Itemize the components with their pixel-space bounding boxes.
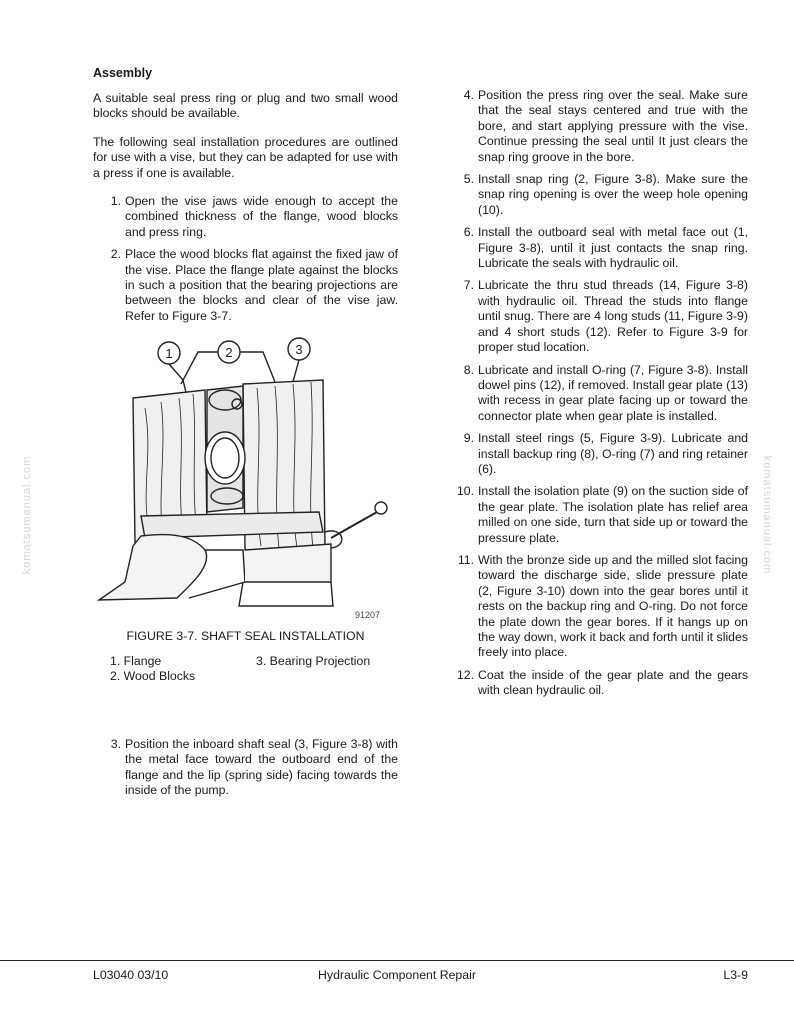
steps-list bbox=[448, 88, 748, 699]
figure-legend bbox=[110, 654, 400, 685]
step-number: 10. bbox=[456, 484, 474, 499]
step-item bbox=[448, 431, 748, 477]
figure-caption: FIGURE 3-7. SHAFT SEAL INSTALLATION bbox=[126, 629, 365, 643]
step-text: Position the press ring over the seal. Make sure that the seal stays centered and true with the bore, and start applying pressure with the vise. Continue pressing the seal until It just clears the snap ring groove in the bore. bbox=[478, 88, 748, 164]
figure-illustration bbox=[93, 336, 398, 626]
footer-title: Hydraulic Component Repair bbox=[318, 968, 476, 982]
leader-2b bbox=[240, 352, 275, 382]
step-number: 9. bbox=[463, 431, 474, 446]
step-item bbox=[93, 737, 398, 799]
step-text: Lubricate and install O-ring (7, Figure 3-8). Install dowel pins (12), if removed. Install gear plate (13) with recess in gear plate facing up or toward the connector plate when gear plate is installed. bbox=[478, 362, 748, 423]
paragraph: A suitable seal press ring or plug and two small wood blocks should be available. bbox=[93, 91, 398, 121]
step-number: 1. bbox=[110, 194, 121, 209]
step-item bbox=[93, 247, 398, 324]
watermark-left: komatsumanual.com bbox=[21, 455, 33, 575]
step-item bbox=[448, 668, 748, 699]
step-text: Install the outboard seal with metal face out (1, Figure 3-8), until it just contacts the snap ring. Lubricate the seals with hydraulic oil. bbox=[478, 225, 748, 271]
step-number: 11. bbox=[457, 552, 474, 567]
vise-handle-knob bbox=[375, 502, 387, 514]
step-text: With the bronze side up and the milled slot facing toward the discharge side, slide pressure plate (2, Figure 3-10) down into the gear bores until it rests on the backup ring and O-ring. Do not force the plate down the gear bores. If it hangs up on the way down, work it back and forth until it slides freely into place. bbox=[478, 552, 748, 660]
step-text: Install steel rings (5, Figure 3-9). Lubricate and install backup ring (8), O-ring (7) and ring retainer (6). bbox=[478, 431, 748, 476]
callout-label-3: 3 bbox=[295, 342, 303, 357]
left-column bbox=[93, 66, 398, 331]
step-number: 8. bbox=[463, 362, 474, 377]
step-text: Install snap ring (2, Figure 3-8). Make sure the snap ring opening is over the weep hole opening (10). bbox=[478, 172, 748, 217]
step-item bbox=[448, 553, 748, 661]
step-text: Coat the inside of the gear plate and the gears with clean hydraulic oil. bbox=[478, 667, 748, 698]
figure-code: 91207 bbox=[355, 610, 381, 620]
step-item bbox=[93, 194, 398, 240]
step-number: 4. bbox=[463, 88, 474, 102]
watermark-right: komatsumanual.com bbox=[761, 455, 773, 575]
step-item bbox=[448, 278, 748, 355]
paragraph: The following seal installation procedures are outlined for use with a vise, but they can be adapted for use with a press if one is available. bbox=[93, 134, 398, 180]
step-number: 12. bbox=[456, 667, 474, 682]
steps-list bbox=[93, 194, 398, 324]
step-text: Open the vise jaws wide enough to accept the combined thickness of the flange, wood blocks and press ring. bbox=[125, 194, 398, 239]
step-number: 5. bbox=[463, 172, 474, 187]
leader-2a bbox=[181, 352, 218, 384]
legend-item: 1. Flange bbox=[110, 654, 162, 668]
step-item bbox=[448, 363, 748, 425]
vise-drawing bbox=[93, 336, 398, 626]
step-text: Lubricate the thru stud threads (14, Figure 3-8) with hydraulic oil. Thread the studs into flange until snug. There are 4 long studs (11, Figure 3-9) and 4 short studs (12). Refer to Figure 3-9 for proper stud location. bbox=[478, 278, 748, 355]
step-number: 6. bbox=[463, 225, 474, 240]
footer-doc-code: L03040 03/10 bbox=[93, 968, 169, 982]
legend-item: 2. Wood Blocks bbox=[110, 669, 196, 684]
step-item bbox=[448, 172, 748, 218]
callout-label-1: 1 bbox=[165, 346, 173, 361]
step-item bbox=[448, 484, 748, 546]
step-text: Place the wood blocks flat against the fixed jaw of the vise. Place the flange plate against the blocks in such a position that the bearing projections are between the blocks and clear of the vise jaw. Refer to Figure 3-7. bbox=[125, 247, 398, 323]
step-3 bbox=[93, 737, 398, 806]
step-number: 3. bbox=[110, 737, 121, 751]
step-item bbox=[448, 225, 748, 271]
step-item bbox=[448, 88, 748, 165]
legend-item: 3. Bearing Projection bbox=[256, 654, 371, 668]
section-heading: Assembly bbox=[93, 66, 153, 80]
right-column bbox=[448, 88, 748, 706]
step-text: Install the isolation plate (9) on the suction side of the gear plate. The isolation plate has relief area milled on one side, turn that side up or toward the pressure plate. bbox=[478, 484, 748, 545]
step-number: 2. bbox=[110, 247, 121, 262]
step-number: 7. bbox=[463, 278, 474, 293]
vise-body bbox=[99, 535, 207, 600]
callout-label-2: 2 bbox=[225, 345, 233, 360]
footer-page-number: L3-9 bbox=[723, 968, 748, 982]
footer-divider bbox=[0, 960, 794, 961]
step-text: Position the inboard shaft seal (3, Figure 3-8) with the metal face toward the outboard end of the flange and the lip (spring side) facing towards the inside of the pump. bbox=[125, 737, 398, 798]
